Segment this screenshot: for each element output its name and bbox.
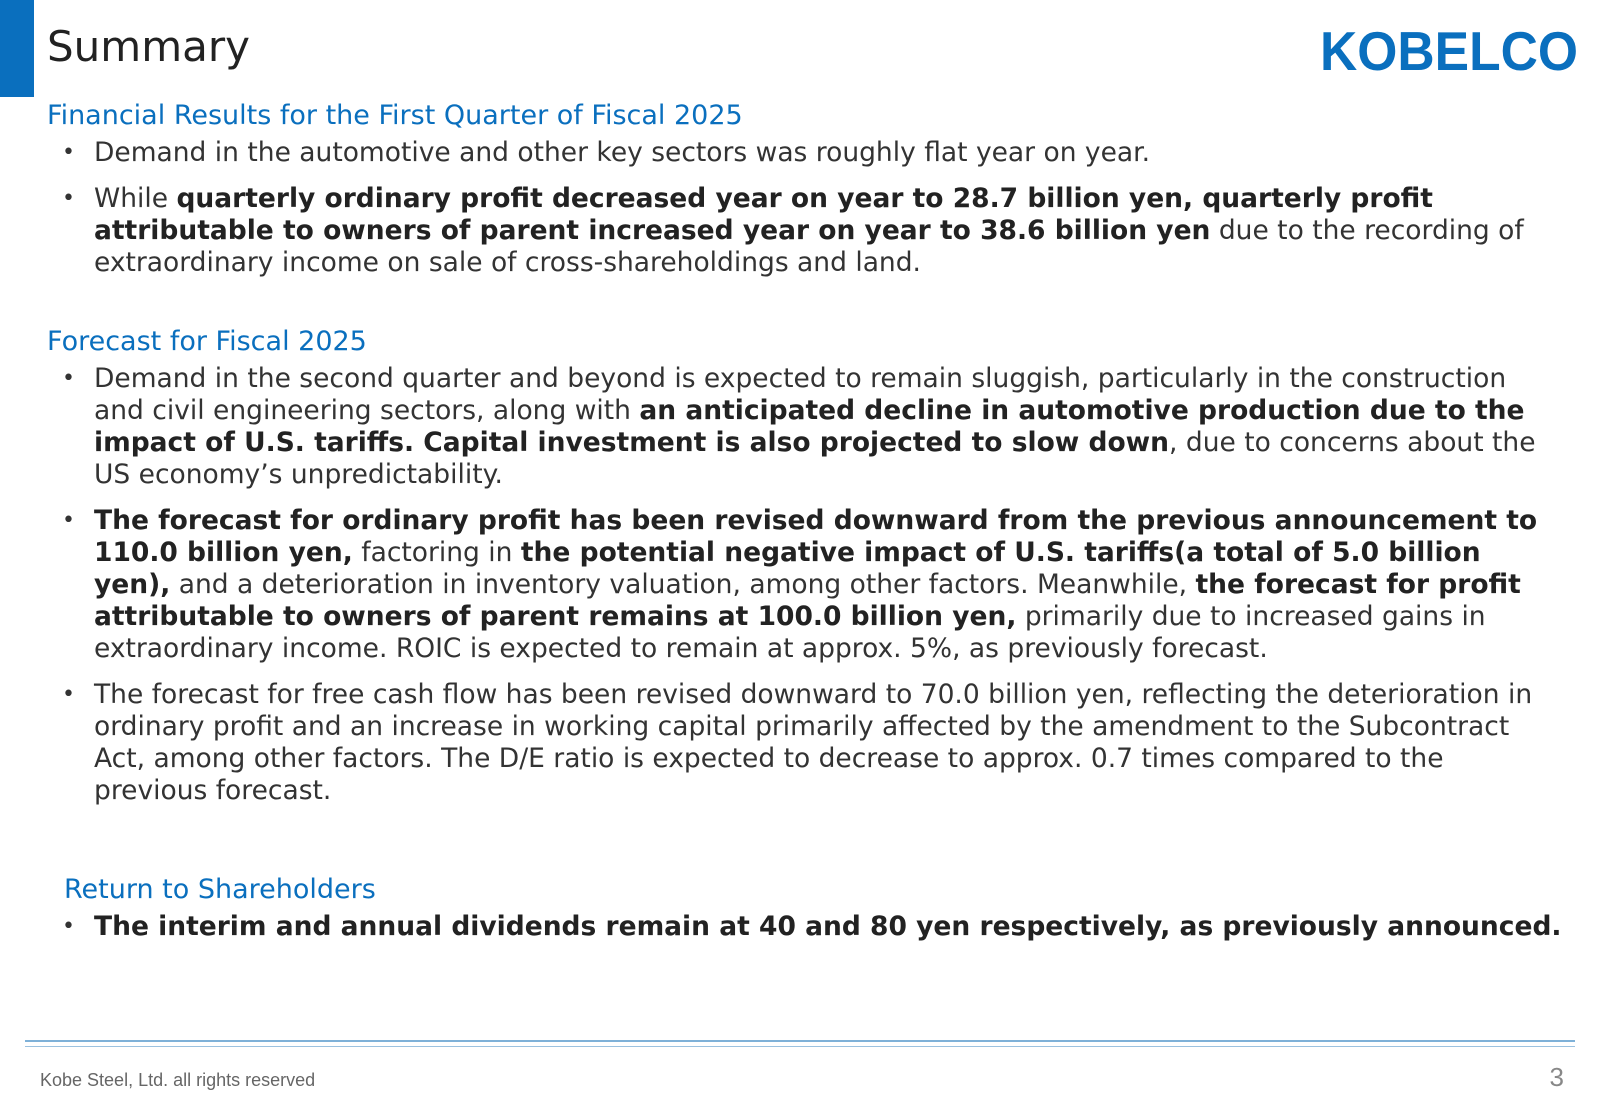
section-heading: Return to Shareholders bbox=[64, 874, 376, 905]
section-shareholder-return bbox=[64, 874, 1562, 957]
page-title: Summary bbox=[47, 22, 250, 71]
bold-text: the potential negative impact of U.S. tariffs(a total of 5.0 billion yen), bbox=[94, 537, 1481, 600]
kobelco-logo bbox=[1320, 18, 1580, 82]
bold-text: The forecast for ordinary profit has been revised downward from the previous announcement to 110.0 billion yen, bbox=[94, 505, 1538, 568]
bullet-item bbox=[64, 911, 1562, 943]
bold-text: the forecast for profit attributable to owners of parent remains at 100.0 billion yen, bbox=[94, 569, 1521, 632]
kobelco-logo-text: KOBELCO bbox=[1320, 20, 1578, 82]
bold-text: quarterly ordinary profit decreased year on year to 28.7 billion yen, quarterly profit attributable to owners of parent increased year on year to 38.6 billion yen bbox=[94, 183, 1433, 246]
footer-copyright: Kobe Steel, Ltd. all rights reserved bbox=[40, 1070, 316, 1090]
text: primarily due to increased gains in extraordinary income. ROIC is expected to remain at approx. 5%, as previously forecast. bbox=[94, 601, 1486, 664]
text: due to the recording of extraordinary income on sale of cross-shareholdings and land. bbox=[94, 215, 1524, 278]
section-q1-results bbox=[47, 100, 1562, 293]
bullet-item bbox=[47, 505, 1562, 665]
bold-text: The interim and annual dividends remain at 40 and 80 yen respectively, as previously announced. bbox=[94, 911, 1562, 942]
text: Demand in the automotive and other key sectors was roughly flat year on year. bbox=[94, 137, 1151, 168]
text: The forecast for free cash flow has been revised downward to 70.0 billion yen, reflecting the deterioration in ordinary profit and an increase in working capital primarily affected by the amendment to the Subcontract Act, among other factors. The D/E ratio is expected to decrease to approx. 0.7 times compared to the previous forecast. bbox=[94, 679, 1533, 806]
text: and a deterioration in inventory valuation, among other factors. Meanwhile, bbox=[170, 569, 1196, 600]
bold-text: an anticipated decline in automotive production due to the impact of U.S. tariffs. Capital investment is also projected to slow down bbox=[94, 395, 1525, 458]
text: Demand in the second quarter and beyond is expected to remain sluggish, particularly in the construction and civil engineering sectors, along with bbox=[94, 363, 1507, 426]
bullet-list bbox=[47, 137, 1562, 279]
title-accent-bar bbox=[0, 0, 34, 97]
bullet-item bbox=[47, 363, 1562, 491]
text: , due to concerns about the US economy’s unpredictability. bbox=[94, 427, 1536, 490]
section-heading: Forecast for Fiscal 2025 bbox=[47, 326, 367, 357]
page-number: 3 bbox=[1549, 1062, 1564, 1092]
text: While bbox=[94, 183, 177, 214]
bullet-item bbox=[47, 183, 1562, 279]
section-forecast bbox=[47, 326, 1562, 821]
bullet-item bbox=[47, 679, 1562, 807]
bullet-list bbox=[47, 363, 1562, 807]
bullet-list bbox=[64, 911, 1562, 943]
footer-divider bbox=[25, 1040, 1575, 1042]
text: factoring in bbox=[352, 537, 521, 568]
footer-divider-secondary bbox=[25, 1046, 1575, 1047]
section-heading: Financial Results for the First Quarter of Fiscal 2025 bbox=[47, 100, 743, 131]
bullet-item bbox=[47, 137, 1562, 169]
